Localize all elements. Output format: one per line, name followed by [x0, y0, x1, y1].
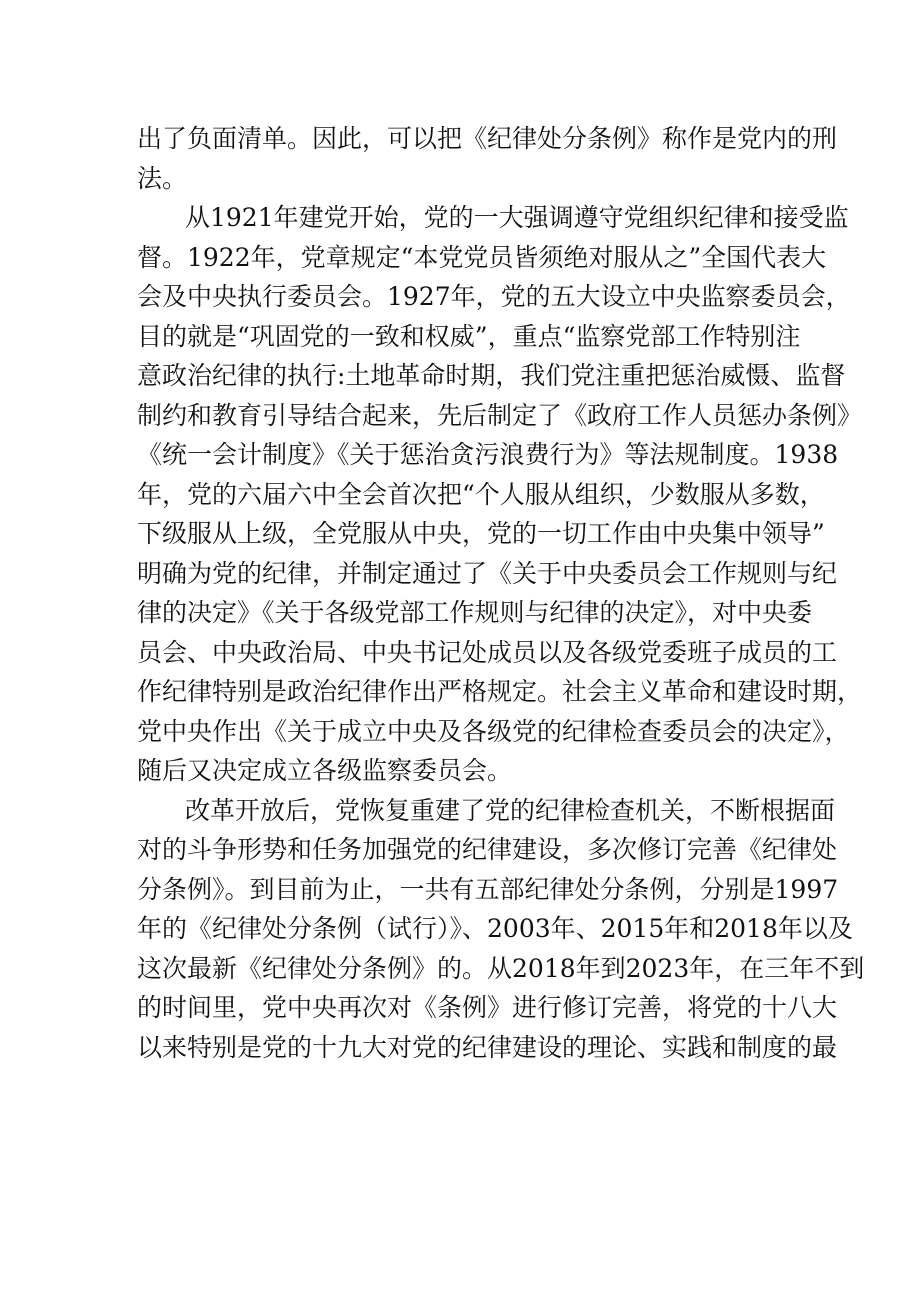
paragraph-start-line: 从1921年建党开始，党的一大强调遵守党组织纪律和接受监 — [185, 203, 849, 232]
text-line: 会及中央执行委员会。1927年，党的五大设立中央监察委员会， — [137, 282, 851, 311]
text-line: 以来特别是党的十九大对党的纪律建设的理论、实践和制度的最 — [137, 1032, 838, 1062]
text-line: 法。 — [137, 163, 188, 193]
text-line: 党中央作出《关于成立中央及各级党的纪律检查委员会的决定》， — [137, 716, 850, 746]
text-line: 年，党的六届六中全会首次把“个人服从组织，少数服从多数， — [137, 479, 825, 509]
text-line: 律的决定》《关于各级党部工作规则与纪律的决定》，对中央委 — [137, 598, 813, 627]
text-line: 的时间里，党中央再次对《条例》进行修订完善，将党的十八大 — [137, 993, 838, 1022]
text-line: 《统一会计制度》《关于惩治贪污浪费行为》等法规制度。1938 — [137, 440, 839, 469]
text-line: 意政治纪律的执行:土地革命时期，我们党注重把惩治威慑、监督 — [137, 361, 846, 390]
text-line: 年的《纪律处分条例（试行）》、2003年、2015年和2018年以及 — [137, 914, 853, 943]
text-line: 明确为党的纪律，并制定通过了《关于中央委员会工作规则与纪 — [137, 558, 838, 588]
text-line: 下级服从上级，全党服从中央，党的一切工作由中央集中领导” — [137, 519, 825, 548]
text-line: 出了负面清单。因此，可以把《纪律处分条例》称作是党内的刑 — [137, 124, 838, 153]
text-line: 督。1922年，党章规定“本党党员皆须绝对服从之”全国代表大 — [137, 242, 827, 272]
text-line: 分条例》。到目前为止，一共有五部纪律处分条例，分别是1997 — [137, 874, 839, 904]
text-line: 制约和教育引导结合起来，先后制定了《政府工作人员惩办条例》 — [137, 400, 863, 430]
text-line: 对的斗争形势和任务加强党的纪律建设，多次修订完善《纪律处 — [137, 835, 838, 864]
text-line: 随后又决定成立各级监察委员会。 — [137, 756, 513, 785]
text-line: 作纪律特别是政治纪律作出严格规定。社会主义革命和建设时期， — [137, 677, 863, 706]
text-line: 目的就是“巩固党的一致和权威”，重点“监察党部工作特别注 — [137, 321, 801, 351]
paragraph-start-line: 改革开放后，党恢复重建了党的纪律检查机关，不断根据面 — [185, 795, 836, 825]
text-line: 这次最新《纪律处分条例》的。从2018年到2023年，在三年不到 — [137, 953, 865, 983]
body-text — [137, 119, 865, 1067]
text-line: 员会、中央政治局、中央书记处成员以及各级党委班子成员的工 — [137, 637, 838, 667]
